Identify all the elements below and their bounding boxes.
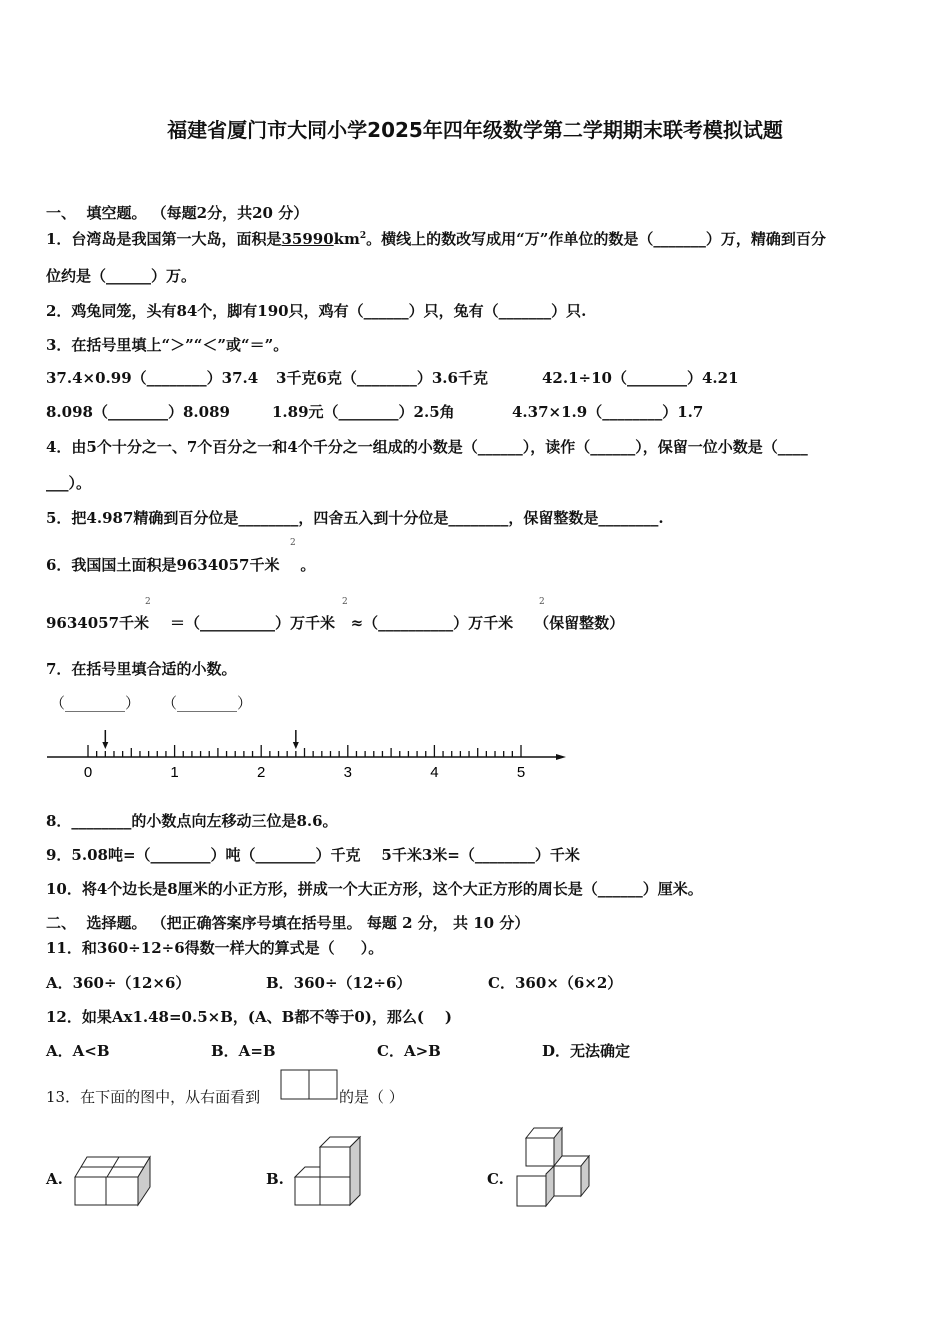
superscript: 2 [539,597,545,607]
q1-number: 35990 [281,230,334,248]
q3-item: 4.37×1.9（________）1.7 [512,403,704,421]
q13-option-a: A. [46,1170,63,1188]
q13-option-c: C. [487,1170,504,1188]
section-1-heading: 一、 填空题。 （每题2分，共20 分） [46,204,309,222]
tick-label: 2 [257,764,266,781]
q11-option-a: A．360÷（12×6） [46,974,191,992]
question-3: 3．在括号里填上“＞”“＜”或“＝”。 [46,336,289,354]
side-view-figure [280,1069,340,1101]
cube-figure-a [70,1150,160,1210]
superscript: 2 [145,597,151,607]
q1-unit: km [333,230,360,248]
section-2-heading: 二、 选择题。 （把正确答案序号填在括号里。 每题 2 分， 共 10 分） [46,914,530,932]
q13-text-2: 的是（ ） [339,1088,404,1106]
question-7: 7．在括号里填合适的小数。 [46,660,237,678]
question-2: 2．鸡兔同笼，头有84个，脚有190只，鸡有（______）只，兔有（_______）只. [46,302,587,320]
question-1-cont: 位约是（______）万。 [46,267,197,285]
q3-item: 3千克6克（________）3.6千克 [276,369,488,387]
question-8: 8．________的小数点向左移动三位是8.6。 [46,812,338,830]
q12-option-c: C．A>B [377,1042,441,1060]
question-5: 5．把4.987精确到百分位是________，四舍五入到十分位是________，保留整数是________. [46,509,664,527]
page-title: 福建省厦门市大同小学2025年四年级数学第二学期期末联考模拟试题 [167,118,783,142]
q1-text-2: 。横线上的数改写成用“万”作单位的数是（_______）万，精确到百分 [366,230,826,248]
axis-arrowhead [556,754,566,760]
q12-option-a: A．A<B [46,1042,110,1060]
tick-label: 1 [170,764,179,781]
q7-blank: （________） [162,694,253,712]
tick-label: 4 [430,764,439,781]
q3-item: 1.89元（________）2.5角 [272,403,455,421]
tick-label: 5 [516,764,526,781]
q12-option-d: D．无法确定 [542,1042,631,1060]
tick-label: 0 [83,764,93,781]
question-6-cont: 9634057千米 ＝（__________）万千米 ≈（__________）万千米 （保留整数） [46,614,625,632]
down-arrow-icon [293,742,299,749]
q12-option-b: B．A=B [211,1042,276,1060]
question-11: 11．和360÷12÷6得数一样大的算式是（ ）。 [46,939,384,957]
q1-text: 1．台湾岛是我国第一大岛，面积是 [46,230,282,248]
down-arrow-icon [102,742,108,749]
question-10: 10．将4个边长是8厘米的小正方形，拼成一个大正方形，这个大正方形的周长是（______）厘米。 [46,880,703,898]
question-9: 9．5.08吨=（________）吨（________）千克 5千米3米=（________）千米 [46,846,580,864]
q3-item: 8.098（________）8.089 [46,403,230,421]
question-6: 6．我国国土面积是9634057千米 。 [46,556,316,574]
q13-text: 13．在下面的图中，从右面看到 [46,1088,261,1106]
q7-blank: （________） [50,694,141,712]
q11-option-b: B．360÷（12÷6） [266,974,412,992]
superscript: 2 [290,538,296,548]
question-4-cont: ___）。 [46,474,92,492]
superscript: 2 [342,597,348,607]
number-line [0,720,600,785]
q13-option-b: B. [266,1170,284,1188]
cube-figure-b [290,1135,365,1210]
q3-item: 42.1÷10（________）4.21 [542,369,739,387]
q1-sup: 2 [359,231,367,241]
question-1 [46,228,826,249]
q3-item: 37.4×0.99（________）37.4 [46,369,259,387]
question-4: 4．由5个十分之一、7个百分之一和4个千分之一组成的小数是（______），读作（______），保留一位小数是（____ [46,438,808,456]
tick-label: 3 [343,764,352,781]
q11-option-c: C．360×（6×2） [488,974,623,992]
question-12: 12．如果Ax1.48=0.5×B，(A、B都不等于0)，那么( ) [46,1008,452,1026]
cube-figure-c [512,1126,597,1211]
